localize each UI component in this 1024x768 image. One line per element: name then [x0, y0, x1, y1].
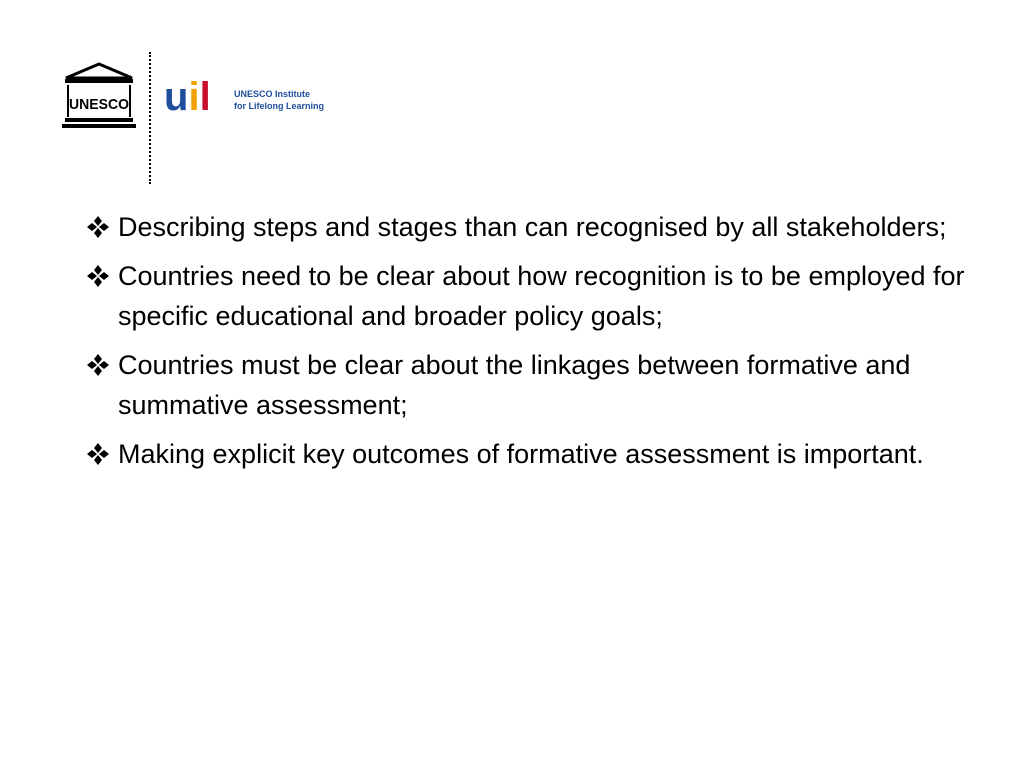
bullet-text: Countries need to be clear about how recognition is to be employed for specific educational and broader policy goals; [118, 261, 965, 331]
four-diamond-bullet-icon [78, 345, 118, 385]
four-diamond-bullet-icon [78, 207, 118, 247]
list-item [78, 207, 988, 247]
uil-name-line: UNESCO Institute [234, 89, 311, 99]
uil-logo-letters: uil [164, 75, 211, 119]
four-diamond-bullet-icon [78, 256, 118, 296]
bullet-text: Making explicit key outcomes of formative assessment is important. [118, 439, 924, 469]
bullet-text: Describing steps and stages than can recognised by all stakeholders; [118, 212, 947, 242]
unesco-temple-logo [62, 62, 136, 132]
uil-institute-name [234, 88, 324, 112]
list-item [78, 256, 988, 336]
logo-header [0, 0, 340, 190]
list-item [78, 434, 988, 474]
uil-name-line: for Lifelong Learning [234, 101, 324, 111]
logo-divider [149, 52, 151, 184]
unesco-wordmark: UNESCO [69, 96, 130, 113]
uil-logo-mark [164, 62, 224, 126]
list-item [78, 345, 988, 425]
four-diamond-bullet-icon [78, 434, 118, 474]
bullet-list [78, 207, 988, 483]
bullet-text: Countries must be clear about the linkages between formative and summative assessment; [118, 350, 911, 420]
